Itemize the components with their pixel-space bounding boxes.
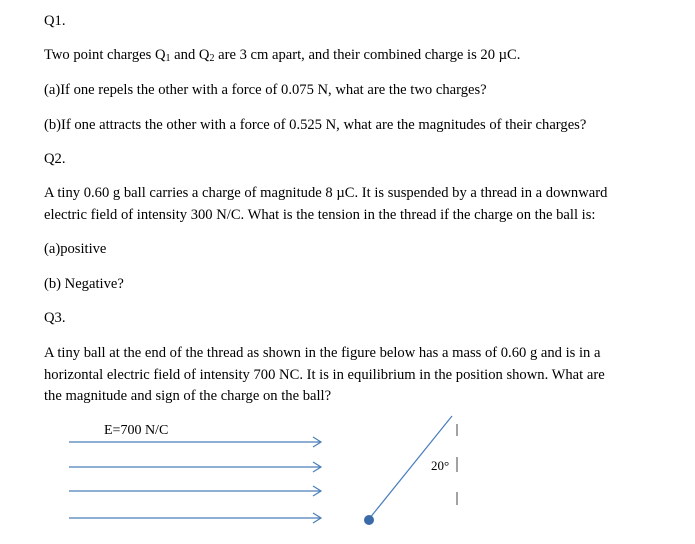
q1-part-a: (a)If one repels the other with a force of 0.075 N, what are the two charges? xyxy=(44,82,487,98)
q3-heading: Q3. xyxy=(44,310,66,326)
q3-line-2: horizontal electric field of intensity 700 NC. It is in equilibrium in the position shown. What are xyxy=(44,367,605,383)
q3-line-3: the magnitude and sign of the charge on the ball? xyxy=(44,388,332,404)
q1-intro: Two point charges $Q_1$ and $Q_2$ are 3 cm apart, and their combined charge is 20 µC. xyxy=(44,47,521,64)
q2-heading: Q2. xyxy=(44,151,66,167)
q1-heading: Q1. xyxy=(44,13,66,29)
q2-line-1: A tiny 0.60 g ball carries a charge of magnitude 8 µC. It is suspended by a thread in a downward xyxy=(44,185,608,201)
field-arrows xyxy=(69,437,321,523)
q1-part-b: (b)If one attracts the other with a force of 0.525 N, what are the magnitudes of their charges? xyxy=(44,117,587,133)
charged-ball xyxy=(364,515,374,525)
q2-line-2: electric field of intensity 300 N/C. What is the tension in the thread if the charge on the ball is: xyxy=(44,207,596,223)
q3-line-1: A tiny ball at the end of the thread as shown in the figure below has a mass of 0.60 g and is in a xyxy=(44,345,601,361)
q2-part-a: (a)positive xyxy=(44,241,107,257)
angle-label: 20° xyxy=(431,458,450,473)
q2-part-b: (b) Negative? xyxy=(44,276,124,292)
field-label: E=700 N/C xyxy=(104,423,169,438)
